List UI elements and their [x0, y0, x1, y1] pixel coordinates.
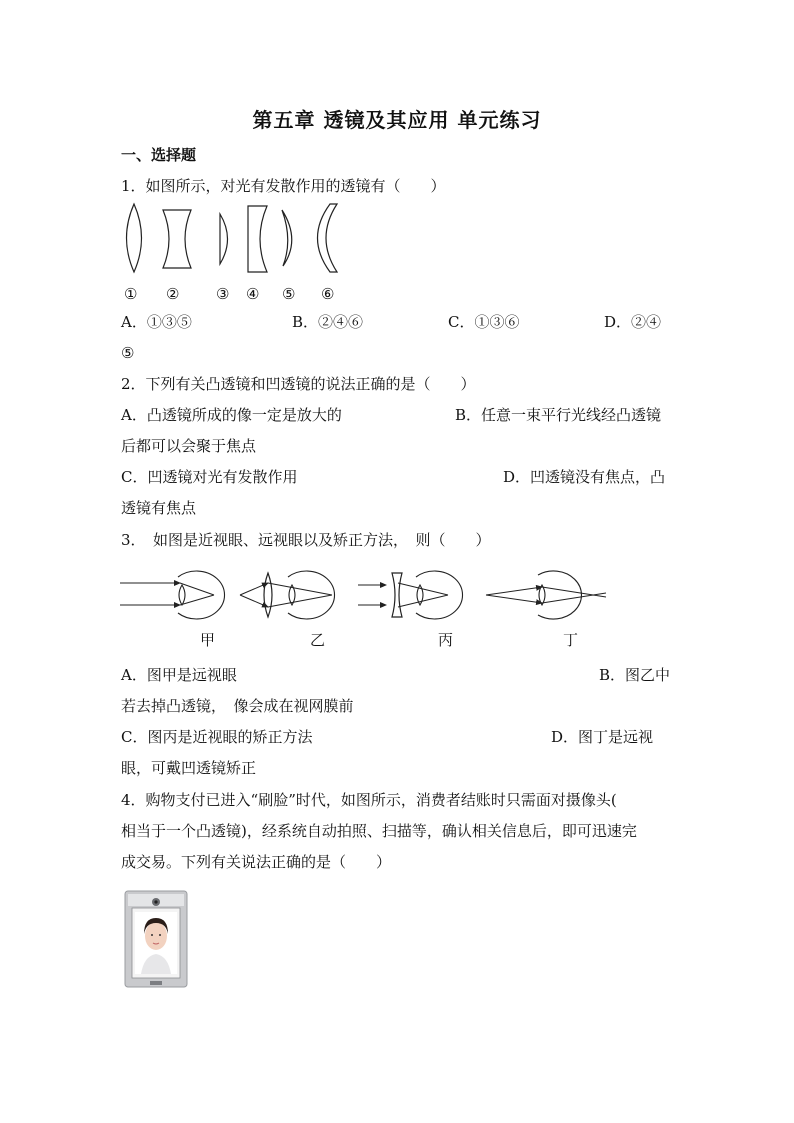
- q2-option-d[interactable]: D．凹透镜没有焦点，凸: [503, 468, 666, 486]
- section-heading: 一、选择题: [121, 146, 197, 164]
- q1-option-a[interactable]: A．①③⑤: [121, 313, 192, 331]
- lens-biconvex: [127, 204, 142, 272]
- eye-label-ding: 丁: [563, 631, 579, 649]
- eye-label-yi: 乙: [310, 631, 326, 649]
- q3-option-d[interactable]: D．图丁是远视: [551, 728, 654, 746]
- lens-label-1: ①: [124, 285, 138, 303]
- lens-label-2: ②: [166, 285, 180, 303]
- q3-eye-figure: [118, 565, 618, 627]
- q3-option-d-continued: 眼，可戴凹透镜矫正: [121, 759, 257, 777]
- q1-option-d[interactable]: D．②④: [604, 313, 662, 331]
- eye-label-bing: 丙: [438, 631, 454, 649]
- q3-option-b-continued: 若去掉凸透镜， 像会成在视网膜前: [121, 697, 354, 715]
- page-title: 第五章 透镜及其应用 单元练习: [252, 108, 542, 132]
- q4-line-1: 4．购物支付已进入“刷脸”时代，如图所示，消费者结账时只需面对摄像头(: [121, 791, 617, 809]
- lens-biconcave: [163, 210, 191, 268]
- q2-option-a[interactable]: A．凸透镜所成的像一定是放大的: [121, 406, 342, 424]
- lens-label-6: ⑥: [321, 285, 335, 303]
- q3-option-c[interactable]: C．图丙是近视眼的矫正方法: [121, 728, 313, 746]
- q1-option-b[interactable]: B．②④⑥: [292, 313, 364, 331]
- q1-stem: 1．如图所示，对光有发散作用的透镜有（ ）: [121, 177, 446, 195]
- lens-label-5: ⑤: [282, 285, 296, 303]
- eye-yi: [240, 571, 335, 619]
- eye-bing: [358, 571, 463, 619]
- q3-stem: 3． 如图是近视眼、远视眼以及矫正方法， 则（ ）: [121, 531, 491, 549]
- eye-ding: [486, 571, 606, 619]
- q1-lens-figure: [115, 200, 355, 280]
- lens-meniscus-convex: [282, 210, 292, 266]
- face-pay-terminal-image: [124, 890, 188, 990]
- q2-option-c[interactable]: C．凹透镜对光有发散作用: [121, 468, 298, 486]
- lens-label-4: ④: [246, 285, 260, 303]
- lens-plano-concave: [248, 206, 267, 272]
- q4-line-3: 成交易。下列有关说法正确的是（ ）: [121, 853, 392, 871]
- q2-option-b[interactable]: B．任意一束平行光线经凸透镜: [455, 406, 662, 424]
- face-icon: [145, 922, 167, 950]
- q3-option-a[interactable]: A．图甲是远视眼: [121, 666, 237, 684]
- q3-option-b[interactable]: B．图乙中: [599, 666, 671, 684]
- q1-option-d-continued: ⑤: [121, 344, 135, 362]
- q2-option-b-continued: 后都可以会聚于焦点: [121, 437, 257, 455]
- q4-line-2: 相当于一个凸透镜)，经系统自动拍照、扫描等，确认相关信息后，即可迅速完: [121, 822, 637, 840]
- q1-option-c[interactable]: C．①③⑥: [448, 313, 520, 331]
- eye-jia: [120, 571, 225, 619]
- lens-label-3: ③: [216, 285, 230, 303]
- lens-plano-convex: [220, 214, 228, 264]
- q2-stem: 2．下列有关凸透镜和凹透镜的说法正确的是（ ）: [121, 375, 476, 393]
- eye-label-jia: 甲: [200, 631, 216, 649]
- q2-option-d-continued: 透镜有焦点: [121, 499, 197, 517]
- lens-meniscus-concave: [318, 204, 338, 272]
